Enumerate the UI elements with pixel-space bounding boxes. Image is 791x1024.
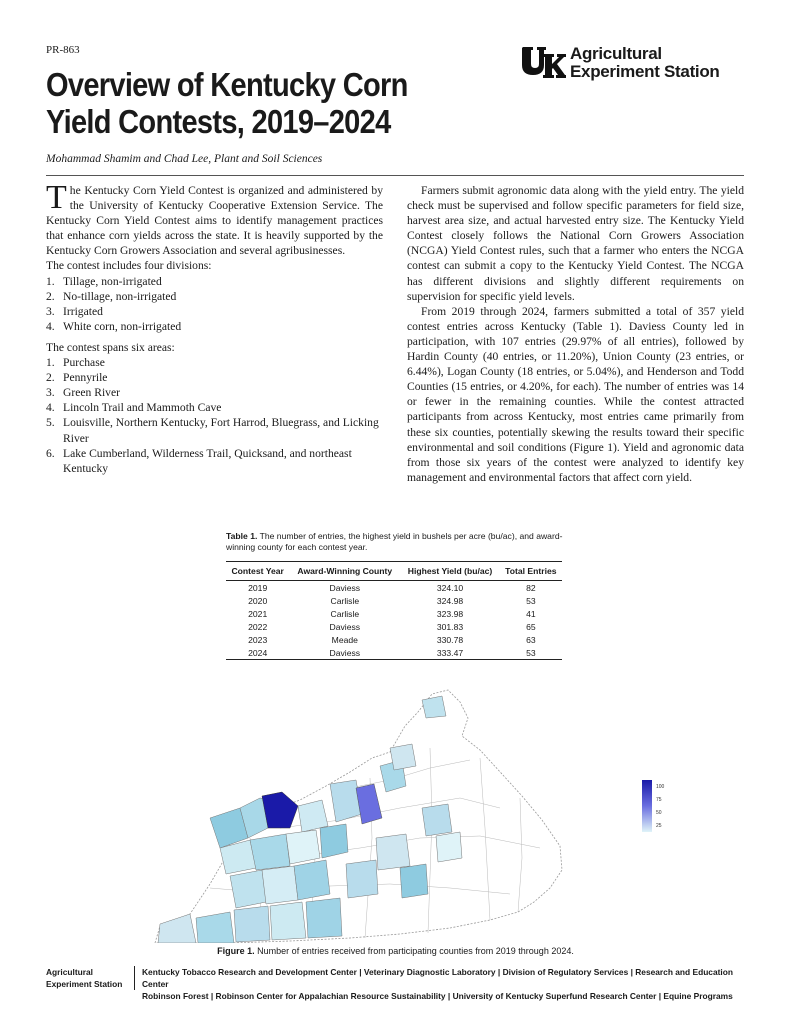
areas-item <box>46 370 383 385</box>
table-header-cell: Highest Yield (bu/ac) <box>407 566 493 576</box>
county-fill <box>376 834 410 870</box>
figure-caption <box>0 946 791 956</box>
divisions-list <box>46 274 383 334</box>
left-column <box>46 179 383 476</box>
divisions-item-number: 4. <box>46 319 55 333</box>
map-legend <box>642 780 665 832</box>
footer-brand-line-1: Agricultural <box>46 967 93 977</box>
county-fill <box>306 898 342 938</box>
right-column <box>407 183 744 485</box>
paragraph-entry-rules: Farmers submit agronomic data along with the yield entry. The yield check must be supervised and follow specific parameters for field size, harvest area size, and actual harvested entry size. The Kentucky Yield Contest closely follows the National Corn Growers Association (NCGA) Yield Contest rules, such that a farmer who enters the NCGA contest can submit a copy to the Kentucky Yield Contest. The NCGA has different divisions and slightly different requirements on supervision for specific yield levels. <box>407 184 744 303</box>
divisions-item-text: Irrigated <box>63 304 103 318</box>
table-cell: Daviess <box>329 647 361 658</box>
logo-text <box>570 45 720 81</box>
areas-item <box>46 415 383 445</box>
divisions-item-number: 3. <box>46 304 55 318</box>
table-cell: 53 <box>526 595 536 606</box>
drop-cap: T <box>46 179 67 216</box>
areas-item <box>46 400 383 415</box>
table-cell: 301.83 <box>436 621 464 632</box>
table-header-cell: Contest Year <box>231 566 284 576</box>
areas-item-text: Pennyrile <box>63 371 108 385</box>
table-cell: 2021 <box>248 608 268 619</box>
county-fill <box>330 780 362 822</box>
table-cell: 330.78 <box>436 634 464 645</box>
areas-item-text: Lincoln Trail and Mammoth Cave <box>63 401 222 415</box>
kentucky-county-map <box>150 688 670 943</box>
table-header-cell: Total Entries <box>505 566 557 576</box>
table-cell: 324.10 <box>436 582 464 593</box>
uk-aes-logo <box>522 44 720 82</box>
table-row <box>226 607 562 620</box>
divisions-item-text: White corn, non-irrigated <box>63 319 182 333</box>
areas-item-number: 5. <box>46 416 55 430</box>
table-cell: 2020 <box>248 595 268 606</box>
table-cell: 41 <box>526 608 536 619</box>
intro-text: he Kentucky Corn Yield Contest is organized and administered by the University of Kentucky Cooperative Extension Service. The Kentucky Corn Yield Contest aims to identify management practices that enhance corn yields across the state. It is heavily supported by the Kentucky Corn Growers Association and several agribusinesses. <box>46 184 383 258</box>
table-cell: 82 <box>526 582 536 593</box>
footer-links-line-1: Kentucky Tobacco Research and Development Center | Veterinary Diagnostic Laboratory | Division of Regulatory Services | Research and Education Center <box>142 967 733 989</box>
table-cell: 2024 <box>248 647 268 658</box>
authors-line: Mohammad Shamim and Chad Lee, Plant and Soil Sciences <box>46 153 323 165</box>
areas-list <box>46 355 383 476</box>
table-caption-label: Table 1. <box>226 531 258 541</box>
county-fill <box>422 696 446 718</box>
areas-item-text: Purchase <box>63 356 105 370</box>
county-fill <box>422 804 452 836</box>
table-header-cell: Award-Winning County <box>297 566 393 576</box>
footer-brand-line-2: Experiment Station <box>46 979 123 989</box>
areas-item-number: 2. <box>46 371 55 385</box>
areas-item-number: 1. <box>46 356 55 370</box>
county-fill <box>250 834 290 870</box>
table-cell: 324.98 <box>436 595 464 606</box>
table-cell: 65 <box>526 621 536 632</box>
table-cell: 323.98 <box>436 608 464 619</box>
county-fill <box>270 902 306 940</box>
footer-brand <box>46 966 130 990</box>
divisions-item-text: Tillage, non-irrigated <box>63 274 162 288</box>
table-cell: Carlisle <box>330 595 360 606</box>
table-cell: 333.47 <box>436 647 464 658</box>
county-fill <box>262 866 298 904</box>
table-cell: 2019 <box>248 582 268 593</box>
table-cell: Daviess <box>329 621 361 632</box>
uk-logo-icon <box>522 44 566 82</box>
table-row <box>226 633 562 646</box>
page-title <box>46 66 451 140</box>
figure-caption-text: Number of entries received from participating counties from 2019 through 2024. <box>257 946 574 956</box>
areas-item-number: 4. <box>46 401 55 415</box>
figure-caption-label: Figure 1. <box>217 946 255 956</box>
table-cell: 2022 <box>248 621 268 632</box>
title-line-2: Yield Contests, 2019–2024 <box>46 103 391 140</box>
table-caption-text: The number of entries, the highest yield in bushels per acre (bu/ac), and award-winning county for each contest year. <box>226 531 563 552</box>
contest-table <box>226 561 562 660</box>
divisions-intro: The contest includes four divisions: <box>46 259 212 273</box>
areas-intro: The contest spans six areas: <box>46 340 175 354</box>
areas-item-text: Lake Cumberland, Wilderness Trail, Quicksand, and northeast Kentucky <box>63 446 352 475</box>
divisions-item-number: 1. <box>46 274 55 288</box>
divisions-item-number: 2. <box>46 289 55 303</box>
county-fill <box>320 824 348 858</box>
divisions-item <box>46 319 383 334</box>
legend-tick-100: 100 <box>656 784 665 790</box>
table-row <box>226 594 562 607</box>
table-cell: 63 <box>526 634 536 645</box>
areas-item <box>46 385 383 400</box>
logo-line-1: Agricultural <box>570 44 662 63</box>
county-fill <box>436 832 462 862</box>
table-1 <box>226 531 566 660</box>
areas-item-text: Louisville, Northern Kentucky, Fort Harrod, Bluegrass, and Licking River <box>63 416 379 445</box>
table-cell: Carlisle <box>330 608 360 619</box>
table-caption <box>226 531 566 553</box>
areas-item <box>46 446 383 476</box>
header-divider <box>46 175 744 176</box>
table-cell: Daviess <box>329 582 361 593</box>
divisions-item-text: No-tillage, non-irrigated <box>63 289 177 303</box>
divisions-item <box>46 289 383 304</box>
publication-id: PR-863 <box>46 44 80 56</box>
legend-tick-75: 75 <box>656 797 662 803</box>
intro-paragraph <box>46 179 383 258</box>
legend-tick-50: 50 <box>656 810 662 816</box>
footer-links <box>142 966 752 1002</box>
areas-item <box>46 355 383 370</box>
county-fill <box>346 860 378 898</box>
table-cell: 53 <box>526 647 536 658</box>
county-fill <box>294 860 330 900</box>
table-cell: Meade <box>331 634 358 645</box>
footer-divider <box>134 966 135 990</box>
legend-color-bar <box>642 780 652 832</box>
county-fill <box>286 830 320 864</box>
divisions-item <box>46 274 383 289</box>
areas-item-number: 3. <box>46 386 55 400</box>
table-row <box>226 646 562 660</box>
county-fill <box>390 744 416 770</box>
table-cell: 2023 <box>248 634 268 645</box>
table-row <box>226 620 562 633</box>
logo-line-2: Experiment Station <box>570 62 720 81</box>
paragraph-entries-summary: From 2019 through 2024, farmers submitted a total of 357 yield contest entries across Kentucky (Table 1). Daviess County led in participation, with 107 entries (29.97% of all entries), followed by Hardin County (40 entries, or 11.20%), Union County (23 entries, or 6.44%), Logan County (18 entries, or 5.04%), and Henderson and Todd Counties (15 entries, or 4.20%, for each). The number of entries was 14 or fewer in the remaining counties. While the contest attracted participants from across Kentucky, most entries came primarily from these six counties, potentially skewing the results toward their specific environmental and soil conditions (Figure 1). Yield and agronomic data from those six years of the contest were analyzed to identify key management and environmental factors that affect corn yield. <box>407 304 744 484</box>
footer-links-line-2: Robinson Forest | Robinson Center for Appalachian Resource Sustainability | University of Kentucky Superfund Research Center | Equine Programs <box>142 991 733 1001</box>
areas-item-number: 6. <box>46 446 55 460</box>
title-line-1: Overview of Kentucky Corn <box>46 66 408 103</box>
table-body <box>226 581 562 660</box>
legend-tick-25: 25 <box>656 823 662 829</box>
county-fill <box>158 914 196 943</box>
county-fill <box>400 864 428 898</box>
areas-item-text: Green River <box>63 386 120 400</box>
divisions-item <box>46 304 383 319</box>
county-fill <box>234 906 270 942</box>
table-header-row <box>226 562 562 581</box>
table-row <box>226 581 562 595</box>
county-fill <box>230 870 266 908</box>
